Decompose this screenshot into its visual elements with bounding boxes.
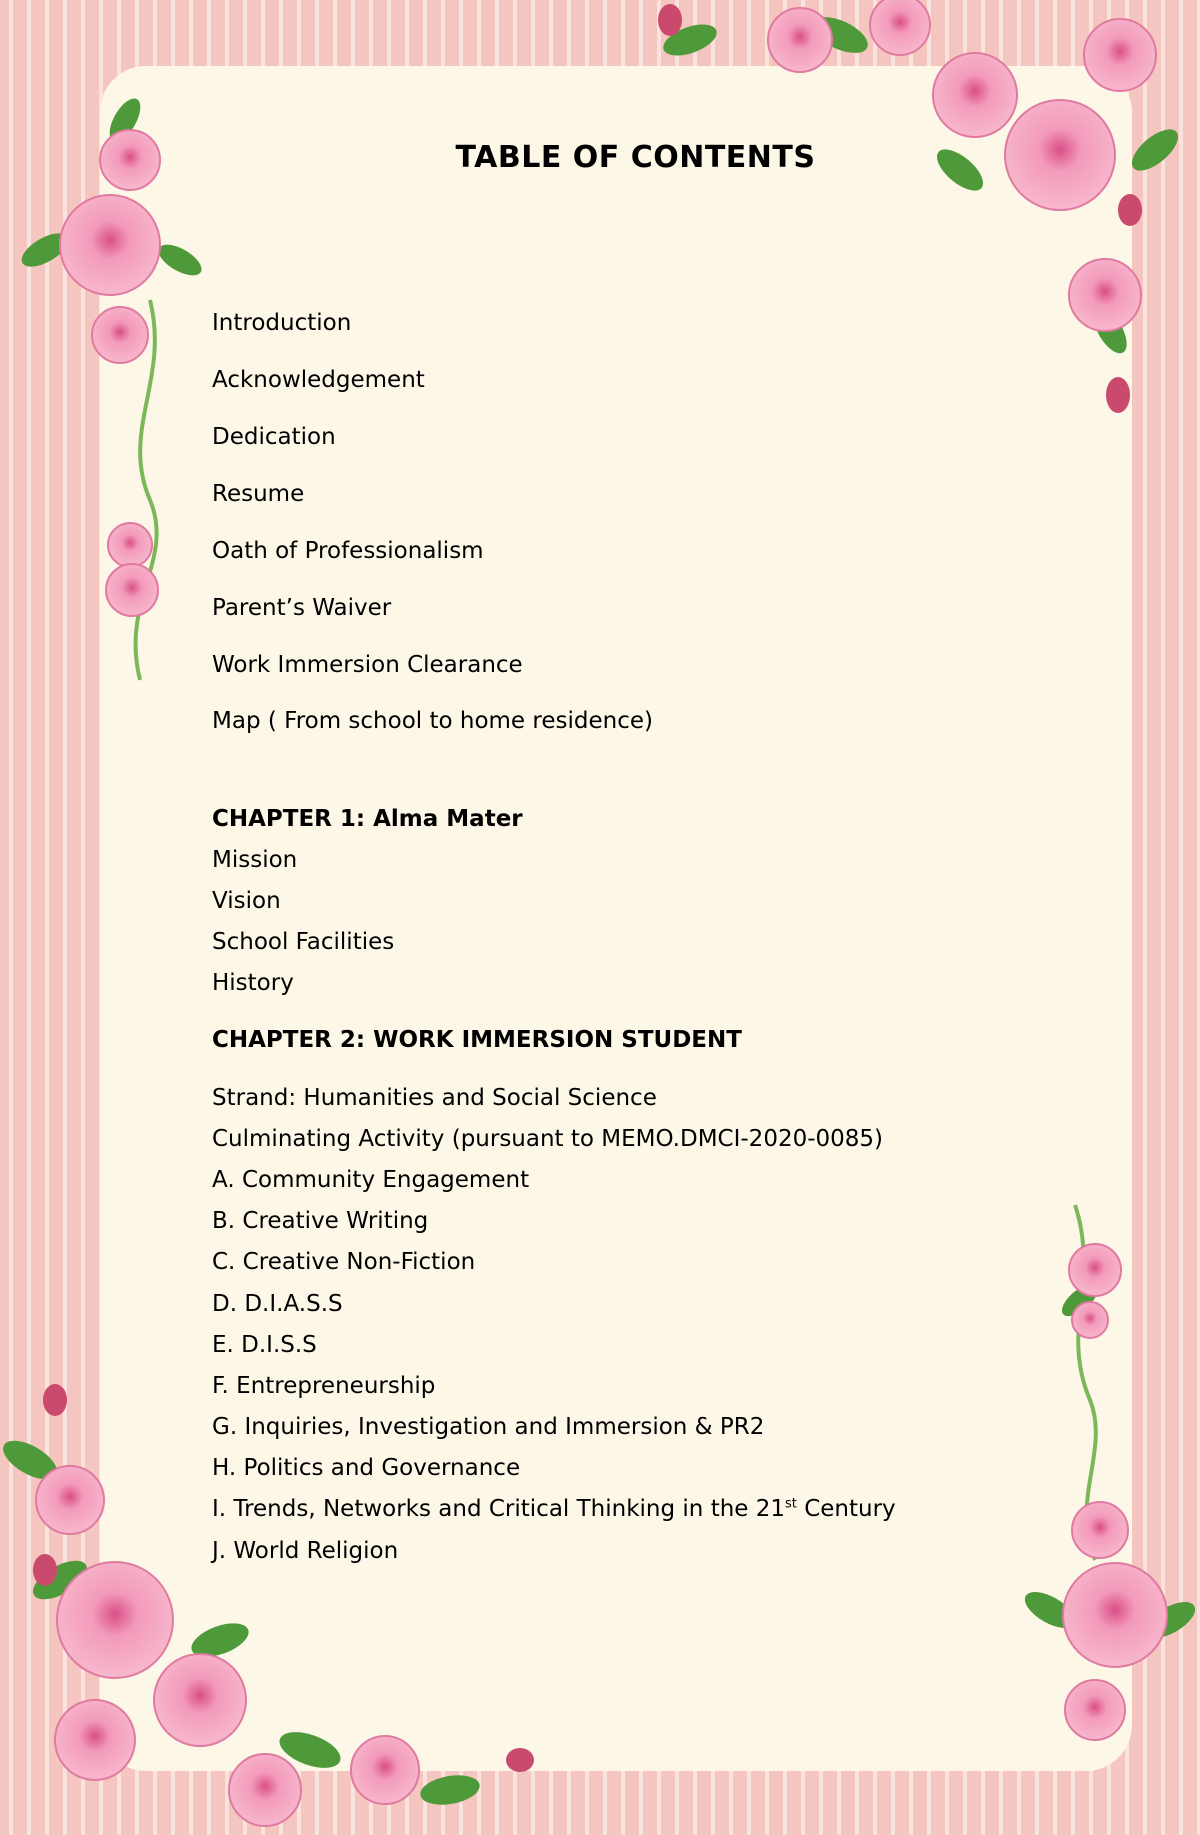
toc-item-history: History <box>212 970 294 996</box>
toc-item-resume: Resume <box>212 481 305 507</box>
toc-item-strand: Strand: Humanities and Social Science <box>212 1085 657 1111</box>
toc-item-vision: Vision <box>212 888 281 914</box>
toc-item-d: D. D.I.A.S.S <box>212 1291 343 1317</box>
roses <box>36 0 1167 1826</box>
chapter-2-heading: CHAPTER 2: WORK IMMERSION STUDENT <box>212 1027 742 1053</box>
toc-item-b: B. Creative Writing <box>212 1208 429 1234</box>
toc-item-i-text: I. Trends, Networks and Critical Thinking in the 21 <box>212 1496 786 1522</box>
toc-item-oath: Oath of Professionalism <box>212 538 484 564</box>
toc-item-parents-waiver: Parent’s Waiver <box>212 595 392 621</box>
toc-item-introduction: Introduction <box>212 310 352 336</box>
toc-item-acknowledgement: Acknowledgement <box>212 367 425 393</box>
toc-item-school-facilities: School Facilities <box>212 929 395 955</box>
toc-item-clearance: Work Immersion Clearance <box>212 652 523 678</box>
toc-item-h: H. Politics and Governance <box>212 1455 521 1481</box>
toc-item-map: Map ( From school to home residence) <box>212 708 653 734</box>
toc-item-g: G. Inquiries, Investigation and Immersion & PR2 <box>212 1414 765 1440</box>
toc-item-f: F. Entrepreneurship <box>212 1373 436 1399</box>
ordinal-suffix: st <box>785 1496 797 1512</box>
toc-item-a: A. Community Engagement <box>212 1167 530 1193</box>
toc-item-dedication: Dedication <box>212 424 336 450</box>
toc-item-i-suffix: Century <box>796 1496 896 1522</box>
toc-item-mission: Mission <box>212 847 298 873</box>
toc-item-culminating-activity: Culminating Activity (pursuant to MEMO.DMCI-2020-0085) <box>212 1126 884 1152</box>
page-title: TABLE OF CONTENTS <box>455 140 816 175</box>
chapter-1-heading: CHAPTER 1: Alma Mater <box>212 806 523 832</box>
leaves <box>0 10 1200 1809</box>
toc-item-c: C. Creative Non-Fiction <box>212 1249 476 1275</box>
toc-item-i <box>212 1496 896 1522</box>
toc-item-j: J. World Religion <box>212 1538 399 1564</box>
toc-item-e: E. D.I.S.S <box>212 1332 317 1358</box>
